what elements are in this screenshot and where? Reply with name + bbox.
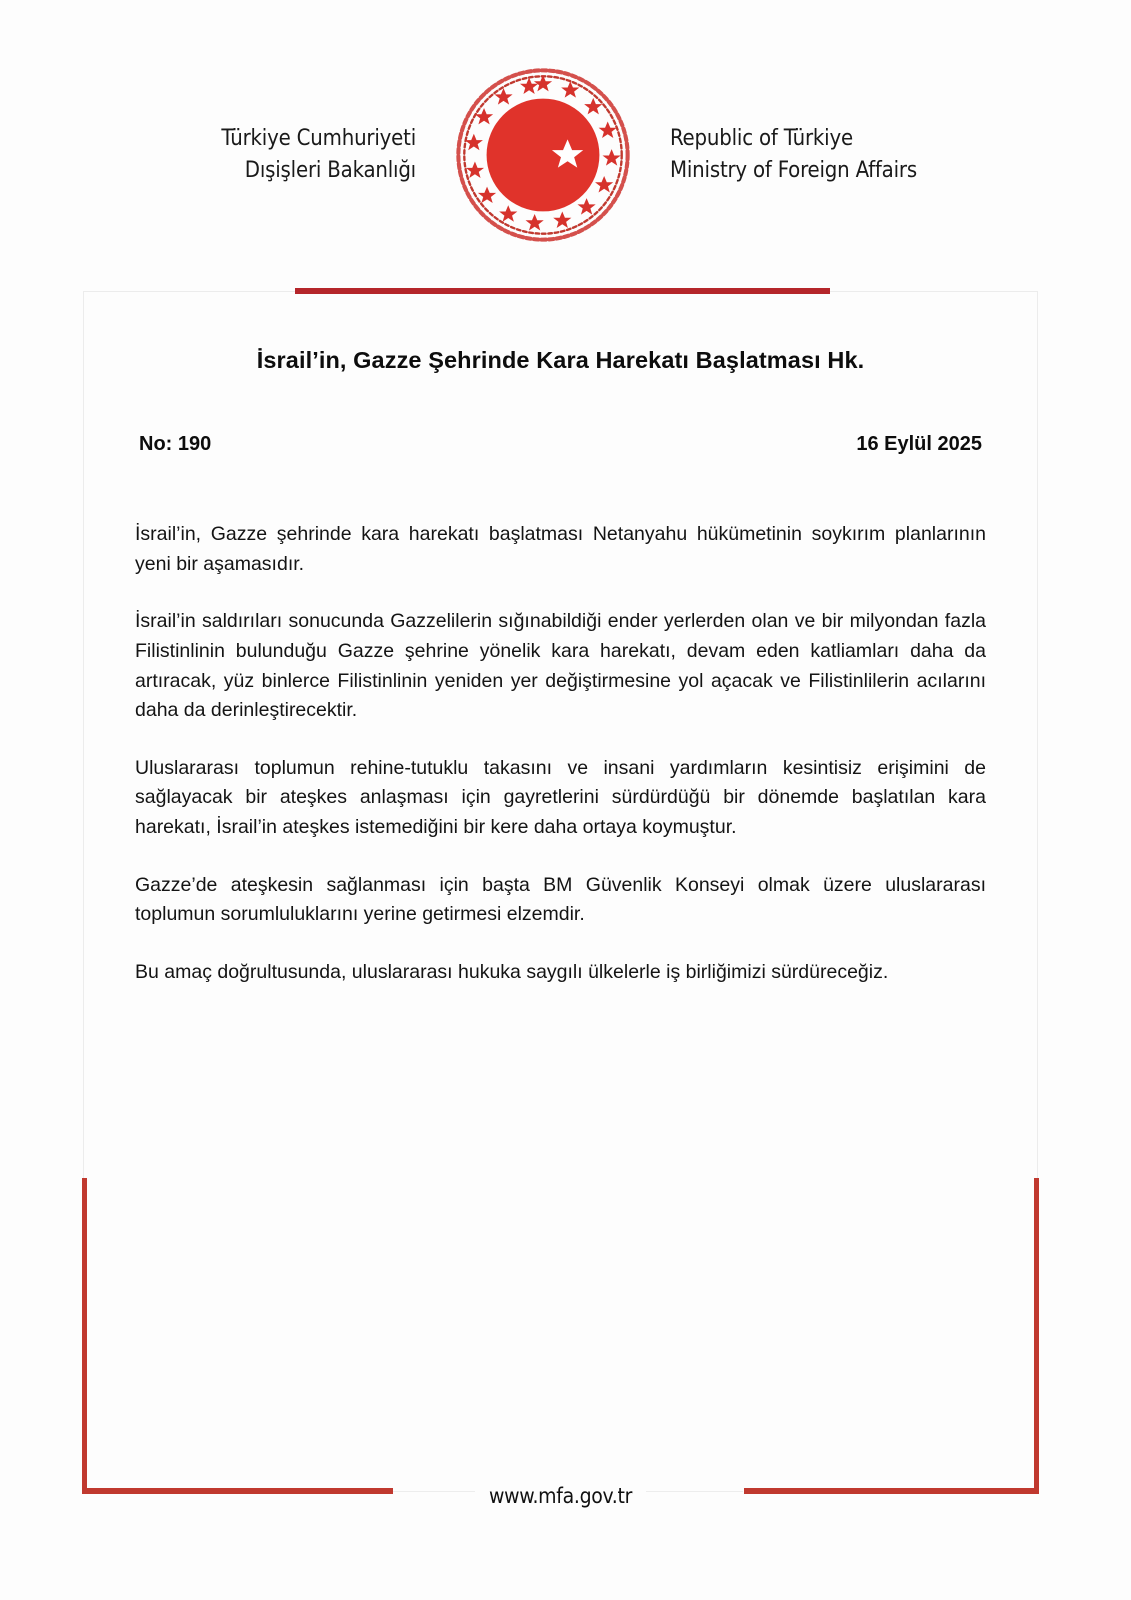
document-frame (83, 291, 1038, 1508)
document-content (135, 291, 986, 988)
footer-website-url[interactable] (83, 1484, 1038, 1508)
header-turkish-line-1: Türkiye Cumhuriyeti (221, 126, 416, 152)
header-turkish-title (211, 123, 416, 187)
statement-paragraph: Gazze’de ateşkesin sağlanması için başta BM Güvenlik Konseyi olmak üzere uluslararası toplumun sorumluluklarını yerine getirmesi elzemdir. (135, 873, 986, 926)
header-english-title (670, 123, 920, 187)
page-title: İsrail’in, Gazze Şehrinde Kara Harekatı Başlatması Hk. (256, 347, 865, 373)
header-english-line-2: Ministry of Foreign Affairs (670, 158, 917, 183)
statement-paragraph: İsrail’in, Gazze şehrinde kara harekatı başlatması Netanyahu hükümetinin soykırım planlarının yeni bir aşamasıdır. (135, 523, 986, 575)
left-red-rule (82, 1178, 87, 1491)
header-turkish-line-2: Dışişleri Bakanlığı (244, 158, 416, 183)
right-red-rule (1034, 1178, 1039, 1491)
statement-paragraph: Bu amaç doğrultusunda, uluslararası hukuka saygılı ülkelerle iş birliğimizi sürdüreceğiz. (135, 960, 889, 983)
document-header (0, 55, 1131, 255)
statement-paragraph: Uluslararası toplumun rehine-tutuklu takasını ve insani yardımların kesintisiz erişimini de sağlayacak bir ateşkes anlaşması için gayretlerini sürdürdüğü bir dönemde başlatılan kara harekatı, İsrail’in ateşkes istemediğini bir kere daha ortaya koymuştur. (135, 756, 986, 838)
header-english-line-1: Republic of Türkiye (670, 126, 853, 152)
turkish-mfa-emblem-icon (452, 64, 634, 246)
release-date: 16 Eylül 2025 (856, 433, 982, 455)
statement-paragraph: İsrail’in saldırıları sonucunda Gazzelilerin sığınabildiği ender yerlerden olan ve bir milyondan fazla Filistinlinin bulunduğu Gazze şehrine yönelik kara harekatı, devam eden katliamları daha da artıracak, yüz binlerce Filistinlinin yeniden yer değiştirmesine yol açacak ve Filistinlilerin acılarını daha da derinleştirecektir. (135, 610, 986, 722)
statement-body (135, 520, 986, 988)
release-number: No: 190 (139, 433, 212, 455)
footer-website-url-text: www.mfa.gov.tr (475, 1484, 646, 1508)
document-meta-row (135, 433, 986, 456)
